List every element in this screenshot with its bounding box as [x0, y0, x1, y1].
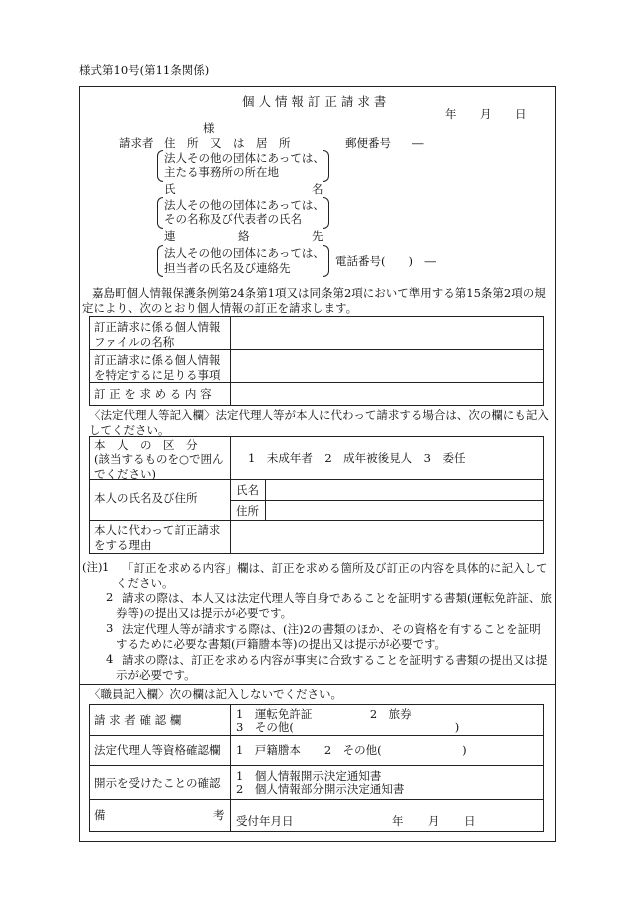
note-text: 「訂正を求める内容」欄は、訂正を求める箇所及び訂正の内容を具体的に記入してください。	[116, 561, 548, 590]
person-address-field[interactable]	[267, 502, 542, 519]
table-divider	[89, 799, 544, 800]
name-label: 氏	[164, 182, 176, 196]
correction-content-field[interactable]	[232, 384, 542, 405]
table-divider	[89, 520, 544, 521]
person-name-field[interactable]	[267, 481, 542, 499]
note-number: 2	[106, 590, 114, 604]
file-name-field[interactable]	[232, 318, 542, 348]
table-divider	[230, 704, 231, 832]
receipt-month-label: 月	[428, 814, 440, 828]
note-number: 1	[102, 560, 110, 574]
form-title: 個 人 情 報 訂 正 請 求 書	[242, 94, 387, 109]
section-divider	[79, 684, 556, 685]
requester-check-other[interactable]: 3 その他( )	[236, 720, 460, 734]
remarks-label: 備	[94, 808, 106, 822]
notes-prefix: (注)	[82, 560, 103, 574]
person-category-label: 本 人 の 区 分	[94, 438, 198, 452]
specifying-info-field[interactable]	[232, 351, 542, 381]
contact-label: 連	[164, 229, 176, 243]
disclosure-check-option[interactable]: 1 個人情報開示決定通知書	[236, 769, 382, 783]
table-divider	[89, 765, 544, 766]
name-label: 名	[312, 182, 324, 196]
note-number: 4	[106, 652, 114, 666]
contact-label: 先	[312, 229, 324, 243]
agent-reason-field[interactable]	[232, 522, 542, 553]
receipt-date-label: 受付年月日	[236, 814, 294, 828]
specifying-info-label: 訂正請求に係る個人情報を特定するに足りる事項	[94, 353, 221, 382]
receipt-year-label: 年	[392, 814, 404, 828]
date-day-label: 日	[515, 107, 527, 121]
date-year-label: 年	[445, 107, 457, 121]
requester-check-options[interactable]: 1 運転免許証 2 旅券	[236, 707, 412, 721]
table-divider	[230, 500, 544, 501]
address-label: 住 所 又 は 居 所	[164, 136, 291, 150]
disclosure-check-label: 開示を受けたことの確認	[94, 776, 221, 790]
intro-text: 嘉島町個人情報保護条例第24条第1項又は同条第2項において準用する第15条第2項の規定により、次のとおり個人情報の訂正を請求します。	[82, 286, 546, 315]
agent-qualification-options[interactable]: 1 戸籍謄本 2 その他( )	[236, 743, 467, 757]
person-category-hint: (該当するものを○で囲んでください)	[94, 452, 224, 481]
agent-section-heading: 〈法定代理人等記入欄〉法定代理人等が本人に代わって請求する場合は、次の欄にも記入してください。	[89, 408, 549, 437]
table-divider	[230, 436, 231, 554]
table-divider	[230, 316, 231, 406]
corp-contact-note: 法人その他の団体にあっては、	[164, 246, 325, 260]
corp-name-note: その名称及び代表者の氏名	[164, 212, 302, 226]
addressee-suffix: 様	[203, 121, 215, 135]
corp-address-note: 主たる事務所の所在地	[164, 165, 279, 179]
corp-contact-note: 担当者の氏名及び連絡先	[164, 261, 291, 275]
person-category-options[interactable]: 1 未成年者 2 成年被後見人 3 委任	[248, 451, 466, 465]
date-month-label: 月	[480, 107, 492, 121]
staff-section-heading: 〈職員記入欄〉次の欄は記入しないでください。	[89, 687, 342, 701]
table-divider	[89, 735, 544, 736]
brace-left	[157, 245, 163, 277]
remarks-label: 考	[213, 808, 225, 822]
form-number: 様式第10号(第11条関係)	[79, 63, 210, 77]
table-divider	[265, 479, 266, 520]
receipt-day-label: 日	[464, 814, 476, 828]
note-number: 3	[106, 621, 114, 635]
disclosure-check-option[interactable]: 2 個人情報部分開示決定通知書	[236, 782, 405, 796]
postal-code-dash: ―	[412, 136, 424, 150]
requester-label: 請求者	[119, 136, 154, 150]
note-text: 請求の際は、本人又は法定代理人等自身であることを証明する書類(運転免許証、旅券等)の提出又は提示が必要です。	[116, 591, 552, 620]
correction-content-label: 訂 正 を 求 め る 内 容	[94, 387, 212, 401]
contact-label: 絡	[238, 229, 250, 243]
brace-left	[157, 197, 163, 229]
person-name-address-label: 本人の氏名及び住所	[94, 491, 198, 505]
requester-check-label: 請 求 者 確 認 欄	[94, 713, 182, 727]
person-address-label: 住所	[236, 504, 259, 518]
file-name-label: 訂正請求に係る個人情報ファイルの名称	[94, 320, 221, 349]
brace-left	[157, 150, 163, 182]
corp-address-note: 法人その他の団体にあっては、	[164, 151, 325, 165]
note-text: 法定代理人等が請求する際は、(注)2の書類のほか、その資格を有することを証明するために必要な書類(戸籍謄本等)の提出又は提示が必要です。	[116, 622, 541, 651]
corp-name-note: 法人その他の団体にあっては、	[164, 198, 325, 212]
note-text: 請求の際は、訂正を求める内容が事実に合致することを証明する書類の提出又は提示が必要です。	[116, 653, 548, 682]
phone-label: 電話番号( ) ―	[335, 254, 436, 268]
agent-reason-label: 本人に代わって訂正請求をする理由	[94, 523, 221, 552]
person-name-label: 氏名	[236, 483, 259, 497]
agent-qualification-check-label: 法定代理人等資格確認欄	[94, 743, 221, 757]
postal-code-label: 郵便番号	[345, 136, 391, 150]
